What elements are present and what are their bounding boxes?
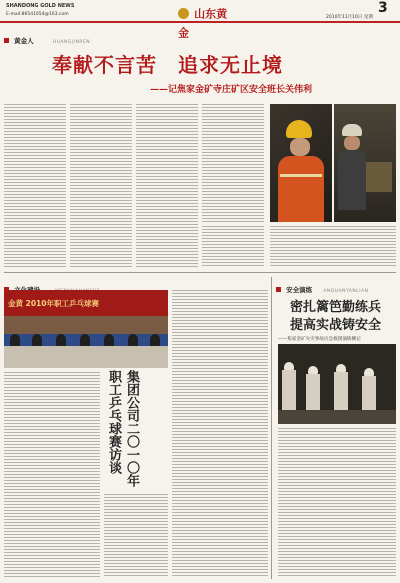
article-subtitle: ——记焦家金矿寺庄矿区安全班长关伟利: [150, 85, 313, 95]
logo: [178, 3, 232, 40]
article-headline: 奉献不言苦 追求无止境: [52, 53, 283, 77]
section-tag: 黄金人: [14, 37, 34, 45]
worker-portrait-photo: [270, 104, 332, 222]
article-text-col-1: [4, 104, 66, 269]
safety-subtitle: ——焦家金矿火灾事故应急救援演练侧记: [278, 337, 361, 342]
logo-text: 山东黄金: [178, 7, 228, 40]
article-text-col-2: [70, 104, 132, 269]
feature-title: 集团公司二〇一〇年职工乒乓球赛访谈: [106, 370, 139, 487]
masthead-date: 2010年11月10日 星期: [326, 15, 373, 20]
article-text-col-5: [270, 226, 396, 268]
feature-title-box: [104, 370, 168, 490]
column-divider: [271, 277, 272, 579]
masthead: [0, 0, 400, 40]
section-header-anquan: [276, 277, 398, 294]
masthead-en-name: SHANDONG GOLD NEWS: [6, 3, 75, 9]
page-number: 3: [378, 0, 388, 16]
culture-text-col-1: [4, 372, 100, 578]
mine-tunnel-photo: [334, 104, 396, 222]
event-photo: [4, 290, 168, 368]
section-header-wenhua: [4, 277, 204, 287]
culture-text-col-3: [172, 290, 268, 578]
section-tag-en: HUANGJINREN: [52, 40, 91, 45]
logo-mark-icon: [178, 8, 189, 19]
section-marker-icon: [4, 38, 9, 43]
article-text-col-4: [202, 104, 264, 224]
culture-text-col-2: [104, 494, 168, 578]
section-marker-icon: [276, 287, 281, 292]
event-banner-text: 金黄 2010年职工乒乓球赛: [8, 299, 99, 308]
article-text-col-3: [136, 104, 198, 269]
section-tag-en: ANQUANYANLIAN: [323, 289, 369, 294]
masthead-email: E-mail:86541654@163.com: [6, 12, 69, 17]
safety-headline-1: 密扎篱笆勤练兵: [290, 300, 382, 315]
safety-text: [278, 428, 396, 578]
rescue-drill-photo: [278, 344, 396, 424]
article-text-col-4b: [202, 226, 264, 268]
section-tag: 安全演练: [286, 286, 313, 294]
masthead-rule: [0, 21, 400, 23]
section-header-huangjinren: [4, 28, 194, 45]
section-divider: [4, 272, 396, 273]
safety-headline-2: 提高实战铸安全: [290, 318, 382, 333]
